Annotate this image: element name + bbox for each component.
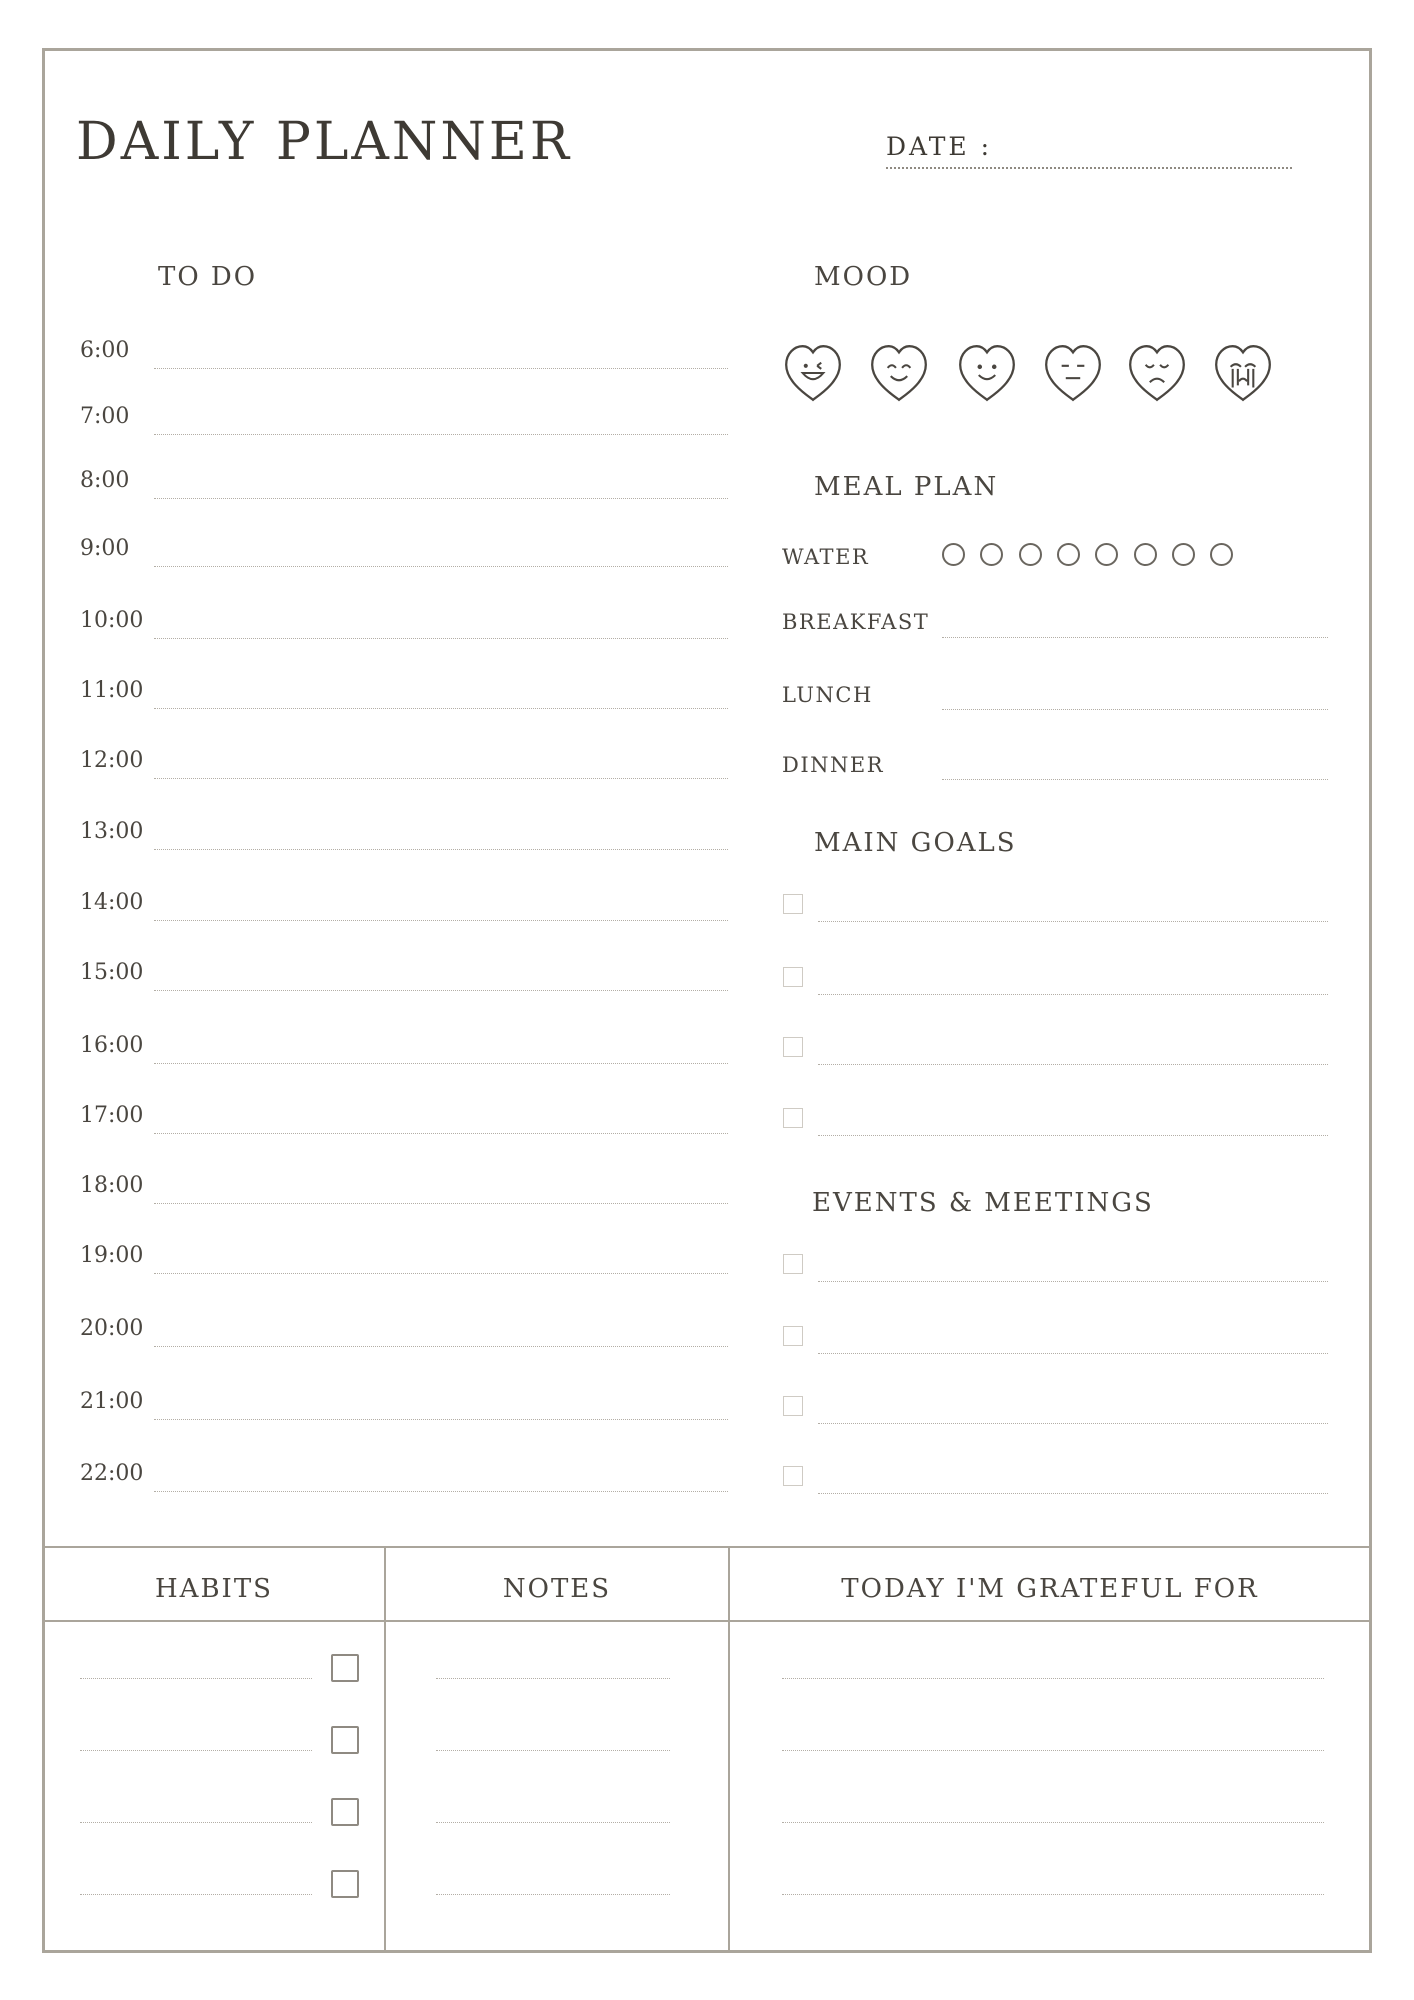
neutral-heart-icon[interactable] [1040, 340, 1106, 406]
goal-line[interactable] [818, 994, 1328, 995]
todo-line[interactable] [154, 1063, 728, 1064]
footer-top-rule [42, 1546, 1372, 1548]
todo-time-label: 6:00 [80, 338, 130, 363]
footer-header-rule [42, 1620, 1372, 1622]
todo-line[interactable] [154, 1491, 728, 1492]
water-glass-circle[interactable] [1134, 543, 1157, 566]
todo-time-label: 9:00 [80, 536, 130, 561]
todo-time-label: 22:00 [80, 1461, 144, 1486]
breakfast-line[interactable] [942, 637, 1328, 638]
event-line[interactable] [818, 1493, 1328, 1494]
grateful-line[interactable] [782, 1678, 1324, 1679]
todo-time-label: 12:00 [80, 748, 144, 773]
note-line[interactable] [436, 1750, 670, 1751]
todo-time-label: 10:00 [80, 608, 144, 633]
todo-time-label: 8:00 [80, 468, 130, 493]
note-line[interactable] [436, 1822, 670, 1823]
goal-line[interactable] [818, 1135, 1328, 1136]
todo-line[interactable] [154, 434, 728, 435]
breakfast-label: BREAKFAST [782, 610, 930, 634]
todo-line[interactable] [154, 849, 728, 850]
water-glass-circle[interactable] [1057, 543, 1080, 566]
dinner-line[interactable] [942, 779, 1328, 780]
todo-line[interactable] [154, 498, 728, 499]
footer-divider-1 [384, 1546, 386, 1953]
goal-checkbox[interactable] [783, 967, 803, 987]
water-glass-circle[interactable] [1019, 543, 1042, 566]
date-field[interactable] [886, 167, 1292, 169]
todo-line[interactable] [154, 1273, 728, 1274]
events-title: EVENTS & MEETINGS [812, 1188, 1154, 1218]
main-goals-title: MAIN GOALS [814, 828, 1017, 858]
event-line[interactable] [818, 1423, 1328, 1424]
habit-line[interactable] [80, 1678, 312, 1679]
todo-time-label: 7:00 [80, 404, 130, 429]
todo-line[interactable] [154, 368, 728, 369]
grateful-line[interactable] [782, 1822, 1324, 1823]
event-checkbox[interactable] [783, 1466, 803, 1486]
crying-heart-icon[interactable] [1210, 340, 1276, 406]
goal-line[interactable] [818, 921, 1328, 922]
lunch-line[interactable] [942, 709, 1328, 710]
todo-line[interactable] [154, 566, 728, 567]
water-glass-circle[interactable] [942, 543, 965, 566]
habit-checkbox[interactable] [331, 1654, 359, 1682]
meal-plan-title: MEAL PLAN [814, 472, 999, 502]
goal-checkbox[interactable] [783, 894, 803, 914]
water-label: WATER [782, 545, 870, 569]
date-label: DATE : [886, 132, 993, 161]
todo-time-label: 15:00 [80, 960, 144, 985]
notes-title: NOTES [502, 1574, 612, 1604]
dinner-label: DINNER [782, 753, 885, 777]
todo-line[interactable] [154, 1346, 728, 1347]
todo-line[interactable] [154, 1133, 728, 1134]
todo-line[interactable] [154, 920, 728, 921]
todo-line[interactable] [154, 1203, 728, 1204]
habit-checkbox[interactable] [331, 1798, 359, 1826]
todo-time-label: 17:00 [80, 1103, 144, 1128]
page-title: DAILY PLANNER [76, 112, 573, 172]
grateful-line[interactable] [782, 1750, 1324, 1751]
todo-line[interactable] [154, 778, 728, 779]
todo-title: TO DO [158, 262, 258, 292]
habits-title: HABITS [155, 1574, 273, 1604]
grateful-title: TODAY I'M GRATEFUL FOR [841, 1574, 1259, 1604]
todo-time-label: 14:00 [80, 890, 144, 915]
todo-time-label: 20:00 [80, 1316, 144, 1341]
event-line[interactable] [818, 1353, 1328, 1354]
habit-line[interactable] [80, 1894, 312, 1895]
sad-heart-icon[interactable] [1124, 340, 1190, 406]
habit-line[interactable] [80, 1750, 312, 1751]
goal-checkbox[interactable] [783, 1108, 803, 1128]
footer-divider-2 [728, 1546, 730, 1953]
mood-title: MOOD [814, 262, 913, 292]
todo-line[interactable] [154, 638, 728, 639]
event-line[interactable] [818, 1281, 1328, 1282]
todo-line[interactable] [154, 1419, 728, 1420]
content-heart-icon[interactable] [866, 340, 932, 406]
todo-line[interactable] [154, 990, 728, 991]
habit-checkbox[interactable] [331, 1726, 359, 1754]
todo-time-label: 13:00 [80, 819, 144, 844]
water-glass-circle[interactable] [1210, 543, 1233, 566]
goal-checkbox[interactable] [783, 1037, 803, 1057]
note-line[interactable] [436, 1678, 670, 1679]
laughing-heart-icon[interactable] [780, 340, 846, 406]
planner-frame [42, 48, 1372, 1953]
goal-line[interactable] [818, 1064, 1328, 1065]
todo-time-label: 11:00 [80, 678, 144, 703]
todo-line[interactable] [154, 708, 728, 709]
smiling-heart-icon[interactable] [954, 340, 1020, 406]
todo-time-label: 18:00 [80, 1173, 144, 1198]
grateful-line[interactable] [782, 1894, 1324, 1895]
habit-line[interactable] [80, 1822, 312, 1823]
todo-time-label: 16:00 [80, 1033, 144, 1058]
todo-time-label: 21:00 [80, 1389, 144, 1414]
lunch-label: LUNCH [782, 683, 873, 707]
water-glass-circle[interactable] [1172, 543, 1195, 566]
note-line[interactable] [436, 1894, 670, 1895]
todo-time-label: 19:00 [80, 1243, 144, 1268]
habit-checkbox[interactable] [331, 1870, 359, 1898]
event-checkbox[interactable] [783, 1254, 803, 1274]
event-checkbox[interactable] [783, 1396, 803, 1416]
event-checkbox[interactable] [783, 1326, 803, 1346]
